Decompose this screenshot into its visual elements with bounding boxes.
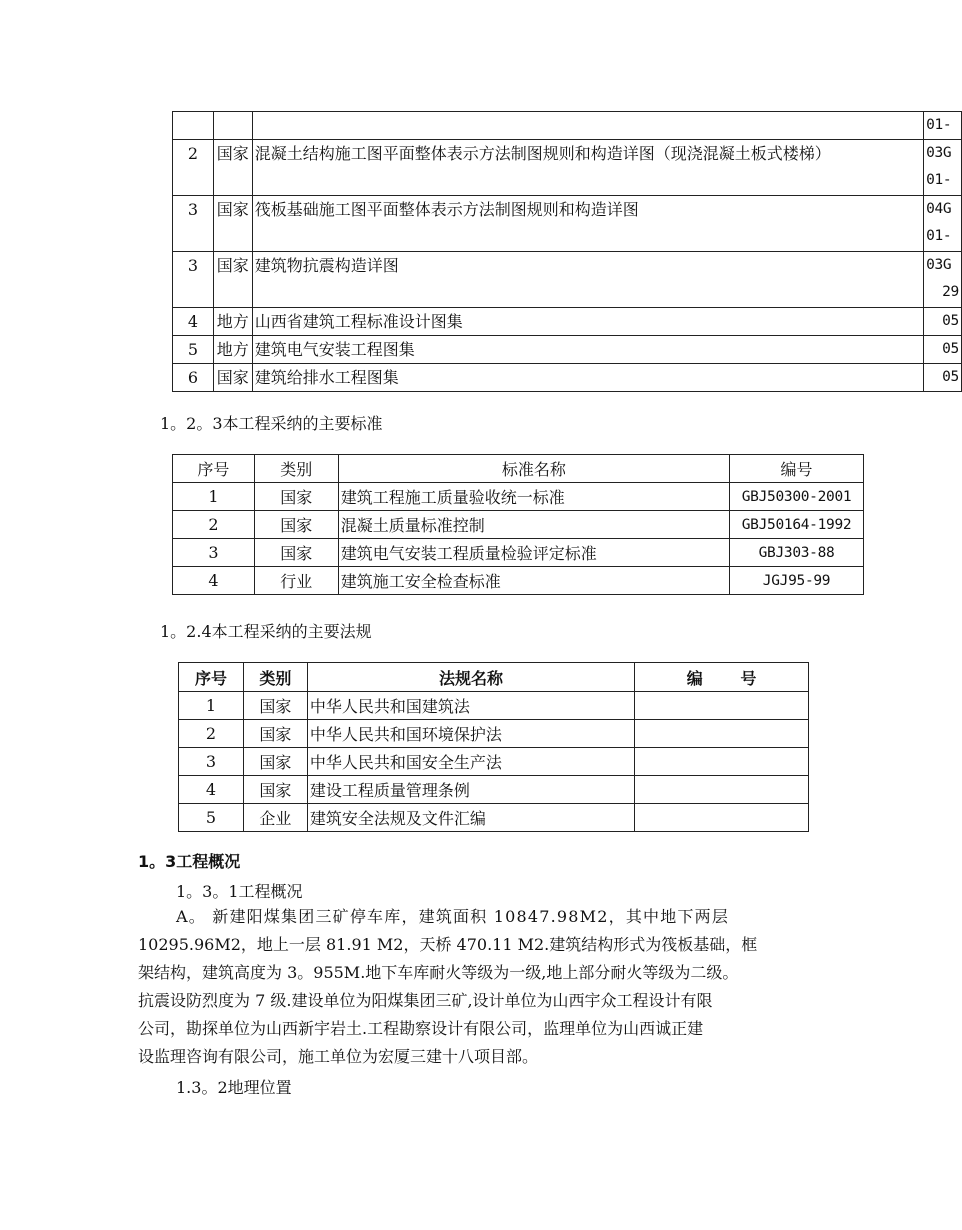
row-name: 筏板基础施工图平面整体表示方法制图规则和构造详图 <box>252 196 923 252</box>
header-category: 类别 <box>243 663 307 692</box>
row-code: 03G 01- <box>924 140 962 196</box>
row-code: GBJ303-88 <box>730 539 864 567</box>
row-number: 3 <box>173 252 214 308</box>
row-number: 4 <box>179 776 244 804</box>
row-category: 国家 <box>243 692 307 720</box>
row-category: 地方 <box>213 308 252 336</box>
paragraph-line: 公司，勘探单位为山西新宇岩土.工程勘察设计有限公司，监理单位为山西诚正建 <box>138 1019 704 1038</box>
row-category: 国家 <box>254 539 338 567</box>
row-number: 3 <box>173 196 214 252</box>
row-number: 5 <box>173 336 214 364</box>
row-code <box>635 776 809 804</box>
row-category: 国家 <box>213 196 252 252</box>
row-code: GBJ50164-1992 <box>730 511 864 539</box>
table-row <box>173 483 864 511</box>
row-name: 中华人民共和国建筑法 <box>307 692 634 720</box>
table-row <box>173 336 962 364</box>
subsection-heading-overview: 1。3。1工程概况 <box>176 882 303 901</box>
row-category: 国家 <box>213 364 252 392</box>
header-name: 标准名称 <box>338 455 729 483</box>
row-name: 建筑工程施工质量验收统一标准 <box>338 483 729 511</box>
row-number: 3 <box>173 539 255 567</box>
header-number: 序号 <box>173 455 255 483</box>
table-row <box>179 776 809 804</box>
row-number: 2 <box>173 140 214 196</box>
paragraph-line: 10295.96M2，地上一层 81.91 M2，天桥 470.11 M2.建筑结构形式为筏板基础，框 <box>138 935 758 954</box>
row-code <box>635 692 809 720</box>
row-name: 建筑安全法规及文件汇编 <box>307 804 634 832</box>
row-category: 国家 <box>213 252 252 308</box>
row-code <box>635 720 809 748</box>
row-name: 建筑电气安装工程质量检验评定标准 <box>338 539 729 567</box>
table-header-row <box>179 663 809 692</box>
row-code <box>635 748 809 776</box>
row-code: 03G 29 <box>924 252 962 308</box>
table-row <box>173 140 962 196</box>
row-code: 05 <box>924 364 962 392</box>
table-row <box>173 539 864 567</box>
row-category: 国家 <box>254 483 338 511</box>
row-code: 05 <box>924 308 962 336</box>
row-code: GBJ50300-2001 <box>730 483 864 511</box>
table-row <box>173 511 864 539</box>
row-number <box>173 112 214 140</box>
row-name: 建筑物抗震构造详图 <box>252 252 923 308</box>
row-category <box>213 112 252 140</box>
paragraph-line: 设监理咨询有限公司，施工单位为宏厦三建十八项目部。 <box>138 1047 539 1066</box>
table-row <box>173 252 962 308</box>
row-number: 1 <box>173 483 255 511</box>
header-category: 类别 <box>254 455 338 483</box>
row-number: 5 <box>179 804 244 832</box>
table-row <box>179 692 809 720</box>
row-number: 3 <box>179 748 244 776</box>
row-name: 建设工程质量管理条例 <box>307 776 634 804</box>
section-heading-regulations: 1。2.4本工程采纳的主要法规 <box>160 622 372 641</box>
table-row <box>179 720 809 748</box>
row-code: 05 <box>924 336 962 364</box>
row-category: 行业 <box>254 567 338 595</box>
row-category: 企业 <box>243 804 307 832</box>
row-name: 建筑电气安装工程图集 <box>252 336 923 364</box>
table-row <box>173 364 962 392</box>
row-name: 建筑施工安全检查标准 <box>338 567 729 595</box>
row-category: 国家 <box>243 720 307 748</box>
table-row <box>173 308 962 336</box>
row-code <box>635 804 809 832</box>
row-category: 国家 <box>243 776 307 804</box>
table-row <box>179 804 809 832</box>
row-name <box>252 112 923 140</box>
header-code: 编号 <box>730 455 864 483</box>
row-name: 中华人民共和国安全生产法 <box>307 748 634 776</box>
regulations-table <box>178 662 809 832</box>
row-category: 地方 <box>213 336 252 364</box>
table-row <box>173 112 962 140</box>
standards-table <box>172 454 864 595</box>
subsection-heading-location: 1.3。2地理位置 <box>176 1078 292 1097</box>
row-category: 国家 <box>243 748 307 776</box>
row-code: JGJ95-99 <box>730 567 864 595</box>
row-name: 混凝土结构施工图平面整体表示方法制图规则和构造详图（现浇混凝土板式楼梯） <box>252 140 923 196</box>
paragraph-line: A。 新建阳煤集团三矿停车库，建筑面积 10847.98M2，其中地下两层 <box>176 907 730 926</box>
row-name: 混凝土质量标准控制 <box>338 511 729 539</box>
header-code: 编 号 <box>635 663 809 692</box>
row-name: 建筑给排水工程图集 <box>252 364 923 392</box>
table-row <box>173 196 962 252</box>
row-number: 1 <box>179 692 244 720</box>
row-category: 国家 <box>254 511 338 539</box>
row-number: 4 <box>173 567 255 595</box>
overview-paragraph <box>138 903 828 1071</box>
row-code: 01- <box>924 112 962 140</box>
row-number: 2 <box>179 720 244 748</box>
row-number: 4 <box>173 308 214 336</box>
drawing-set-table <box>172 111 962 392</box>
header-number: 序号 <box>179 663 244 692</box>
header-name: 法规名称 <box>307 663 634 692</box>
table-row <box>179 748 809 776</box>
row-name: 中华人民共和国环境保护法 <box>307 720 634 748</box>
section-heading-standards: 1。2。3本工程采纳的主要标准 <box>160 414 383 433</box>
row-number: 6 <box>173 364 214 392</box>
section-heading-overview: 1。3工程概况 <box>138 852 241 871</box>
row-code: 04G 01- <box>924 196 962 252</box>
paragraph-line: 抗震设防烈度为 7 级.建设单位为阳煤集团三矿,设计单位为山西宇众工程设计有限 <box>138 991 713 1010</box>
paragraph-line: 架结构，建筑高度为 3。955M.地下车库耐火等级为一级,地上部分耐火等级为二级。 <box>138 963 739 982</box>
table-row <box>173 567 864 595</box>
row-category: 国家 <box>213 140 252 196</box>
row-number: 2 <box>173 511 255 539</box>
row-name: 山西省建筑工程标准设计图集 <box>252 308 923 336</box>
table-header-row <box>173 455 864 483</box>
